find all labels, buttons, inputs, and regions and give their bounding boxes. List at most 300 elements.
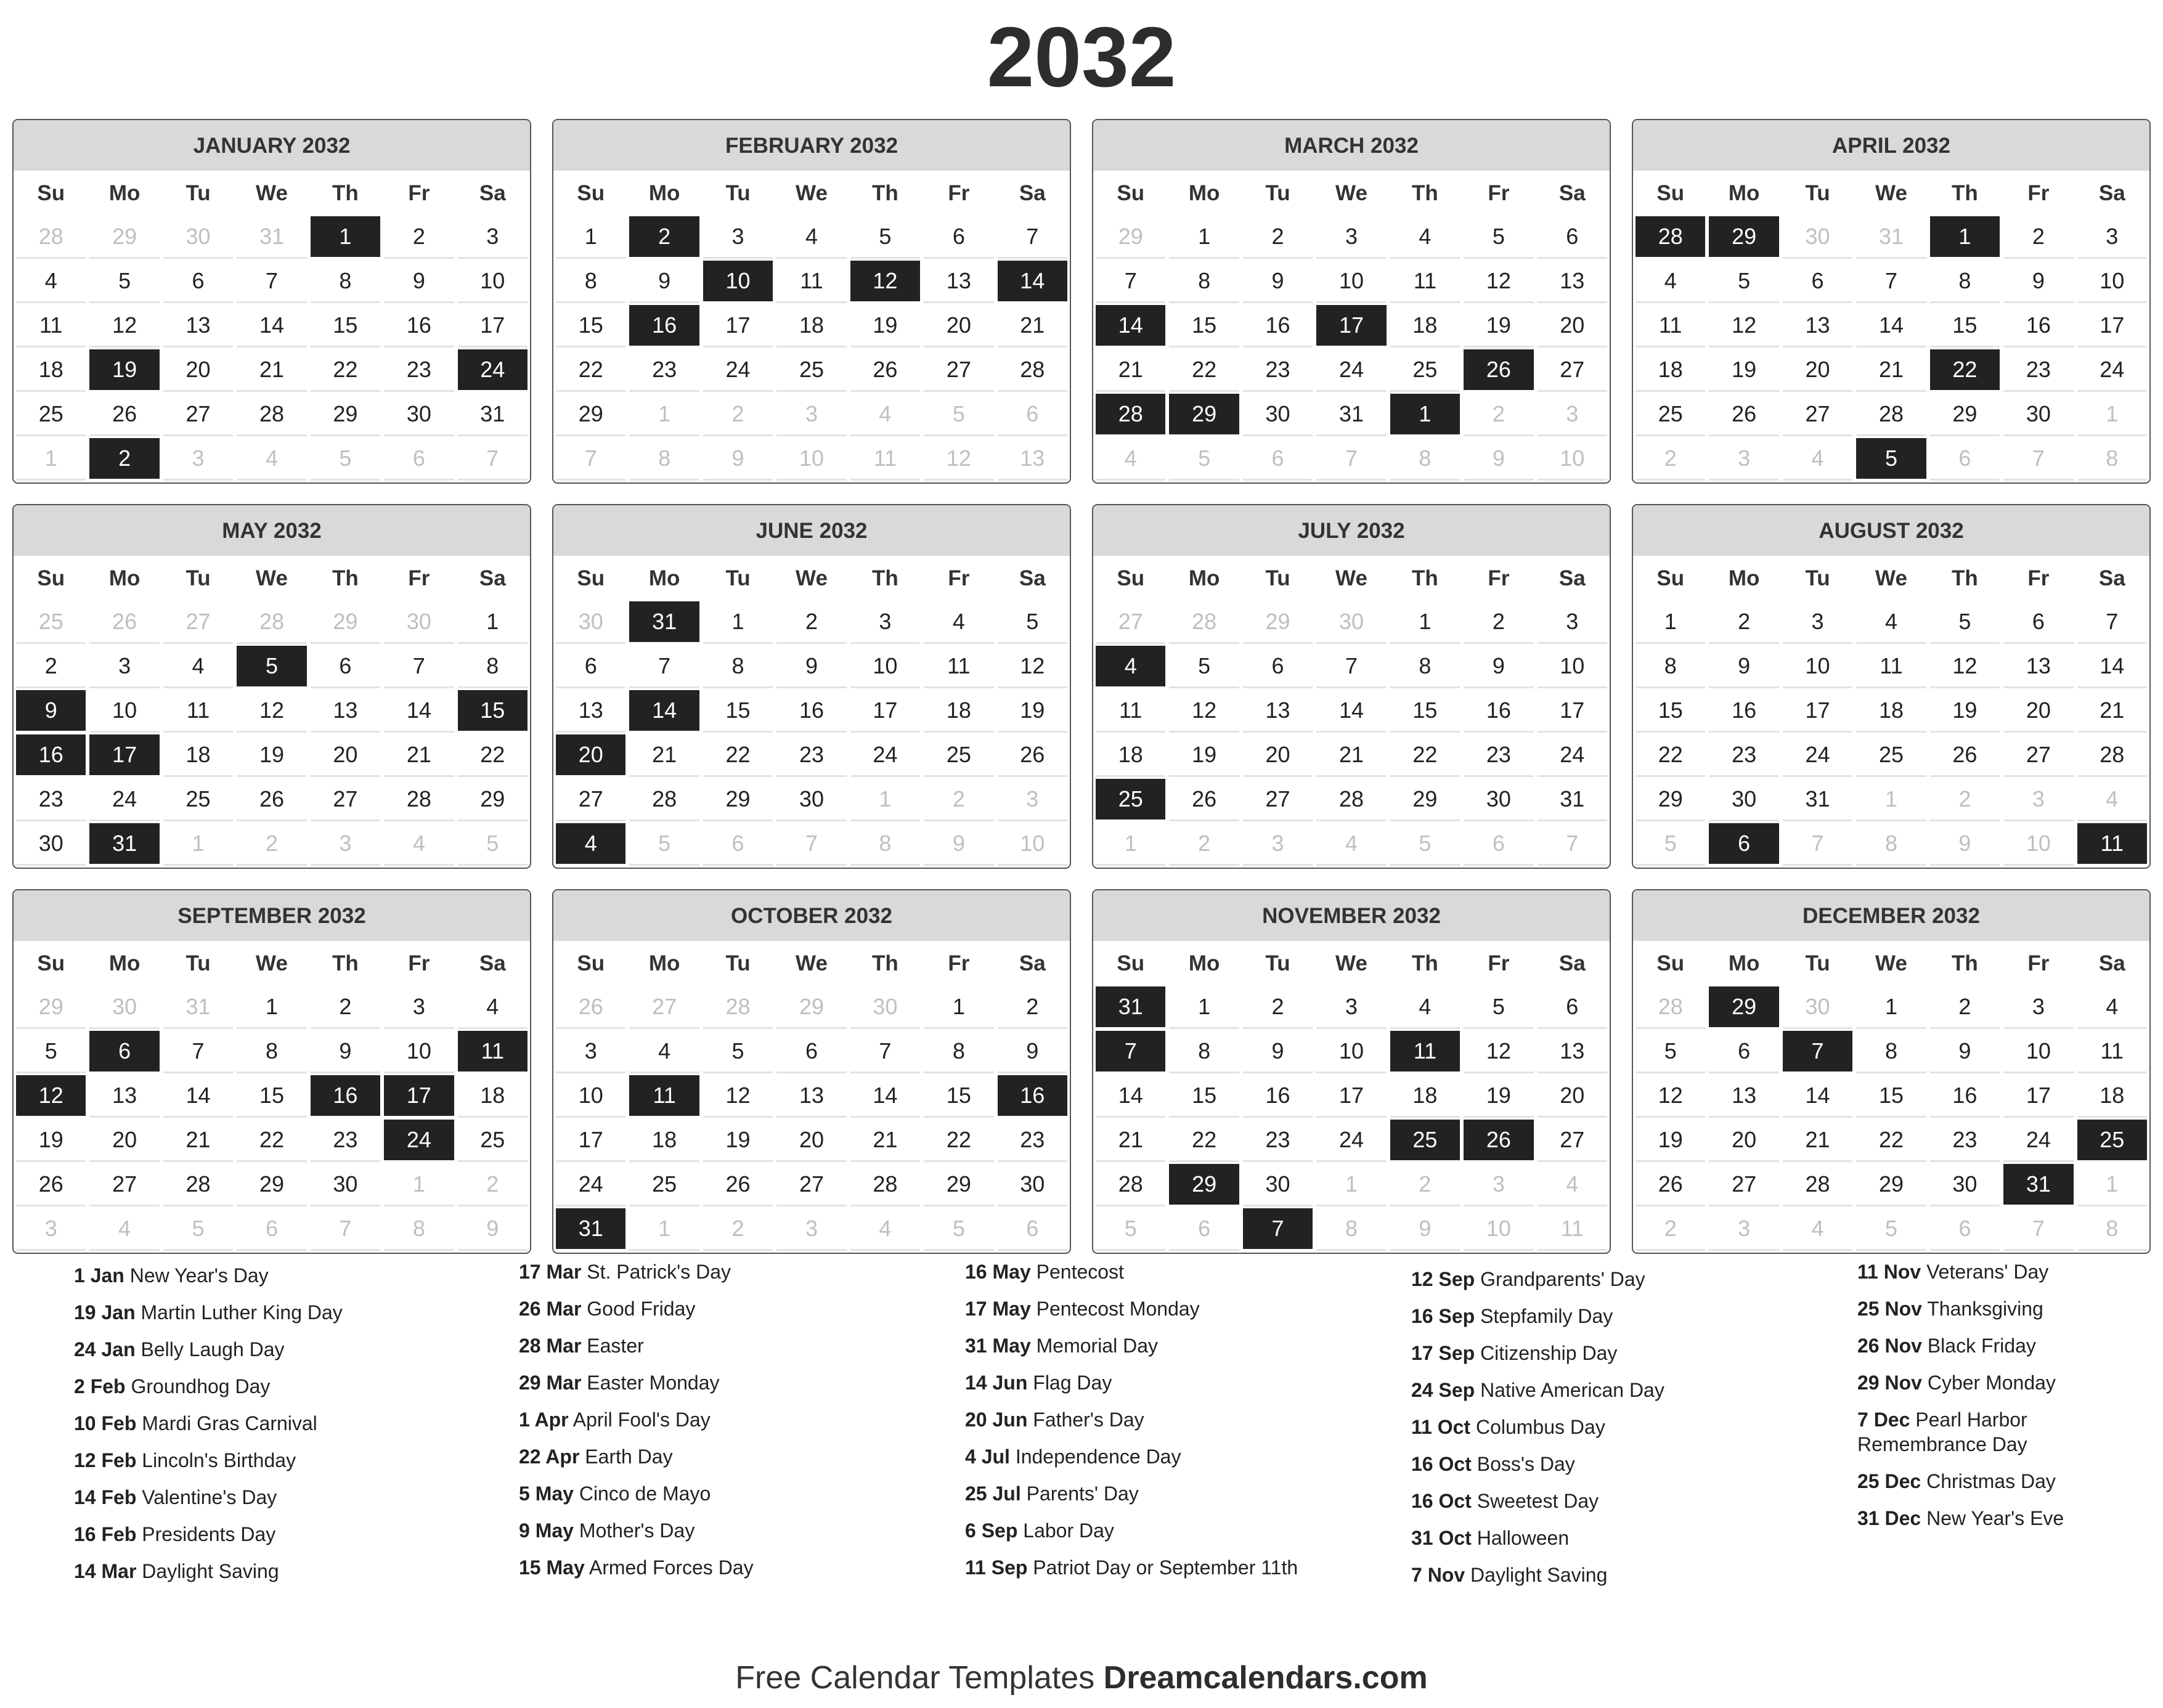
day-cell[interactable]: 12 — [1709, 305, 1778, 346]
adjacent-month-day-cell[interactable]: 2 — [1390, 1164, 1460, 1205]
day-cell[interactable]: 27 — [1709, 1164, 1778, 1205]
day-cell[interactable]: 11 — [1856, 646, 1926, 686]
day-cell[interactable]: 22 — [1635, 734, 1705, 775]
holiday-day-cell[interactable]: 29 — [1169, 1164, 1239, 1205]
day-cell[interactable]: 3 — [703, 216, 773, 257]
holiday-day-cell[interactable]: 25 — [1390, 1120, 1460, 1160]
day-cell[interactable]: 31 — [1783, 779, 1852, 819]
day-cell[interactable]: 16 — [776, 690, 846, 731]
day-cell[interactable]: 6 — [1538, 216, 1607, 257]
holiday-day-cell[interactable]: 4 — [1096, 646, 1165, 686]
day-cell[interactable]: 10 — [89, 690, 159, 731]
day-cell[interactable]: 4 — [163, 646, 233, 686]
day-cell[interactable]: 5 — [998, 601, 1067, 642]
day-cell[interactable]: 13 — [1243, 690, 1313, 731]
day-cell[interactable]: 23 — [1464, 734, 1533, 775]
day-cell[interactable]: 7 — [850, 1031, 920, 1072]
adjacent-month-day-cell[interactable]: 3 — [163, 438, 233, 479]
day-cell[interactable]: 10 — [2077, 261, 2147, 301]
day-cell[interactable]: 23 — [776, 734, 846, 775]
day-cell[interactable]: 21 — [1783, 1120, 1852, 1160]
day-cell[interactable]: 27 — [776, 1164, 846, 1205]
day-cell[interactable]: 12 — [1464, 261, 1533, 301]
day-cell[interactable]: 17 — [1783, 690, 1852, 731]
adjacent-month-day-cell[interactable]: 4 — [1096, 438, 1165, 479]
adjacent-month-day-cell[interactable]: 3 — [776, 394, 846, 434]
adjacent-month-day-cell[interactable]: 30 — [1783, 216, 1852, 257]
holiday-day-cell[interactable]: 16 — [998, 1075, 1067, 1116]
adjacent-month-day-cell[interactable]: 5 — [163, 1208, 233, 1249]
day-cell[interactable]: 30 — [1709, 779, 1778, 819]
adjacent-month-day-cell[interactable]: 10 — [1538, 438, 1607, 479]
day-cell[interactable]: 27 — [556, 779, 625, 819]
holiday-day-cell[interactable]: 25 — [1096, 779, 1165, 819]
day-cell[interactable]: 3 — [1316, 216, 1386, 257]
day-cell[interactable]: 3 — [2077, 216, 2147, 257]
day-cell[interactable]: 19 — [850, 305, 920, 346]
day-cell[interactable]: 24 — [1538, 734, 1607, 775]
adjacent-month-day-cell[interactable]: 27 — [629, 986, 699, 1027]
day-cell[interactable]: 17 — [556, 1120, 625, 1160]
adjacent-month-day-cell[interactable]: 9 — [1464, 438, 1533, 479]
day-cell[interactable]: 6 — [1243, 646, 1313, 686]
day-cell[interactable]: 14 — [237, 305, 306, 346]
holiday-day-cell[interactable]: 7 — [1243, 1208, 1313, 1249]
day-cell[interactable]: 18 — [629, 1120, 699, 1160]
adjacent-month-day-cell[interactable]: 4 — [850, 1208, 920, 1249]
day-cell[interactable]: 13 — [924, 261, 993, 301]
day-cell[interactable]: 18 — [1096, 734, 1165, 775]
adjacent-month-day-cell[interactable]: 7 — [776, 823, 846, 864]
adjacent-month-day-cell[interactable]: 7 — [458, 438, 528, 479]
adjacent-month-day-cell[interactable]: 31 — [163, 986, 233, 1027]
day-cell[interactable]: 3 — [89, 646, 159, 686]
adjacent-month-day-cell[interactable]: 2 — [703, 394, 773, 434]
day-cell[interactable]: 28 — [998, 349, 1067, 390]
day-cell[interactable]: 27 — [163, 394, 233, 434]
day-cell[interactable]: 28 — [2077, 734, 2147, 775]
day-cell[interactable]: 22 — [1856, 1120, 1926, 1160]
holiday-day-cell[interactable]: 4 — [556, 823, 625, 864]
day-cell[interactable]: 26 — [16, 1164, 86, 1205]
day-cell[interactable]: 13 — [1709, 1075, 1778, 1116]
day-cell[interactable]: 17 — [850, 690, 920, 731]
holiday-day-cell[interactable]: 24 — [458, 349, 528, 390]
adjacent-month-day-cell[interactable]: 30 — [1316, 601, 1386, 642]
day-cell[interactable]: 15 — [924, 1075, 993, 1116]
adjacent-month-day-cell[interactable]: 3 — [998, 779, 1067, 819]
day-cell[interactable]: 8 — [703, 646, 773, 686]
day-cell[interactable]: 1 — [556, 216, 625, 257]
day-cell[interactable]: 26 — [237, 779, 306, 819]
day-cell[interactable]: 13 — [556, 690, 625, 731]
day-cell[interactable]: 17 — [458, 305, 528, 346]
day-cell[interactable]: 27 — [1243, 779, 1313, 819]
adjacent-month-day-cell[interactable]: 30 — [850, 986, 920, 1027]
day-cell[interactable]: 29 — [1635, 779, 1705, 819]
holiday-day-cell[interactable]: 26 — [1464, 1120, 1533, 1160]
day-cell[interactable]: 12 — [1930, 646, 2000, 686]
day-cell[interactable]: 26 — [1169, 779, 1239, 819]
day-cell[interactable]: 4 — [458, 986, 528, 1027]
day-cell[interactable]: 14 — [163, 1075, 233, 1116]
adjacent-month-day-cell[interactable]: 6 — [1169, 1208, 1239, 1249]
day-cell[interactable]: 27 — [1538, 1120, 1607, 1160]
day-cell[interactable]: 10 — [1316, 261, 1386, 301]
day-cell[interactable]: 15 — [703, 690, 773, 731]
day-cell[interactable]: 30 — [1930, 1164, 2000, 1205]
adjacent-month-day-cell[interactable]: 2 — [1464, 394, 1533, 434]
adjacent-month-day-cell[interactable]: 1 — [16, 438, 86, 479]
day-cell[interactable]: 13 — [163, 305, 233, 346]
adjacent-month-day-cell[interactable]: 7 — [2003, 1208, 2073, 1249]
day-cell[interactable]: 16 — [1464, 690, 1533, 731]
day-cell[interactable]: 21 — [237, 349, 306, 390]
day-cell[interactable]: 12 — [237, 690, 306, 731]
adjacent-month-day-cell[interactable]: 3 — [1464, 1164, 1533, 1205]
adjacent-month-day-cell[interactable]: 8 — [384, 1208, 454, 1249]
day-cell[interactable]: 5 — [850, 216, 920, 257]
day-cell[interactable]: 4 — [1856, 601, 1926, 642]
adjacent-month-day-cell[interactable]: 4 — [1538, 1164, 1607, 1205]
day-cell[interactable]: 1 — [1169, 216, 1239, 257]
adjacent-month-day-cell[interactable]: 8 — [2077, 438, 2147, 479]
day-cell[interactable]: 25 — [1635, 394, 1705, 434]
day-cell[interactable]: 15 — [1169, 1075, 1239, 1116]
day-cell[interactable]: 11 — [2077, 1031, 2147, 1072]
day-cell[interactable]: 21 — [2077, 690, 2147, 731]
day-cell[interactable]: 16 — [1243, 1075, 1313, 1116]
day-cell[interactable]: 3 — [556, 1031, 625, 1072]
day-cell[interactable]: 31 — [1316, 394, 1386, 434]
day-cell[interactable]: 11 — [1635, 305, 1705, 346]
day-cell[interactable]: 29 — [1930, 394, 2000, 434]
day-cell[interactable]: 20 — [1538, 1075, 1607, 1116]
day-cell[interactable]: 12 — [1635, 1075, 1705, 1116]
day-cell[interactable]: 24 — [1316, 1120, 1386, 1160]
day-cell[interactable]: 18 — [163, 734, 233, 775]
holiday-day-cell[interactable]: 5 — [1856, 438, 1926, 479]
day-cell[interactable]: 26 — [998, 734, 1067, 775]
day-cell[interactable]: 30 — [16, 823, 86, 864]
day-cell[interactable]: 13 — [89, 1075, 159, 1116]
day-cell[interactable]: 29 — [703, 779, 773, 819]
day-cell[interactable]: 2 — [1930, 986, 2000, 1027]
day-cell[interactable]: 6 — [163, 261, 233, 301]
day-cell[interactable]: 10 — [1538, 646, 1607, 686]
adjacent-month-day-cell[interactable]: 2 — [1635, 438, 1705, 479]
day-cell[interactable]: 7 — [1096, 261, 1165, 301]
day-cell[interactable]: 16 — [1709, 690, 1778, 731]
day-cell[interactable]: 6 — [1538, 986, 1607, 1027]
day-cell[interactable]: 24 — [2003, 1120, 2073, 1160]
day-cell[interactable]: 23 — [1709, 734, 1778, 775]
adjacent-month-day-cell[interactable]: 6 — [1930, 1208, 2000, 1249]
day-cell[interactable]: 11 — [16, 305, 86, 346]
day-cell[interactable]: 23 — [384, 349, 454, 390]
holiday-day-cell[interactable]: 16 — [16, 734, 86, 775]
adjacent-month-day-cell[interactable]: 27 — [163, 601, 233, 642]
day-cell[interactable]: 15 — [1635, 690, 1705, 731]
day-cell[interactable]: 24 — [556, 1164, 625, 1205]
adjacent-month-day-cell[interactable]: 5 — [311, 438, 380, 479]
day-cell[interactable]: 15 — [1856, 1075, 1926, 1116]
day-cell[interactable]: 20 — [2003, 690, 2073, 731]
day-cell[interactable]: 22 — [703, 734, 773, 775]
day-cell[interactable]: 18 — [1390, 305, 1460, 346]
day-cell[interactable]: 3 — [1316, 986, 1386, 1027]
day-cell[interactable]: 8 — [924, 1031, 993, 1072]
adjacent-month-day-cell[interactable]: 6 — [998, 394, 1067, 434]
adjacent-month-day-cell[interactable]: 5 — [629, 823, 699, 864]
day-cell[interactable]: 30 — [2003, 394, 2073, 434]
day-cell[interactable]: 23 — [629, 349, 699, 390]
day-cell[interactable]: 5 — [89, 261, 159, 301]
adjacent-month-day-cell[interactable]: 3 — [311, 823, 380, 864]
day-cell[interactable]: 10 — [1316, 1031, 1386, 1072]
adjacent-month-day-cell[interactable]: 3 — [16, 1208, 86, 1249]
adjacent-month-day-cell[interactable]: 1 — [1096, 823, 1165, 864]
day-cell[interactable]: 24 — [2077, 349, 2147, 390]
holiday-day-cell[interactable]: 22 — [1930, 349, 2000, 390]
day-cell[interactable]: 2 — [998, 986, 1067, 1027]
day-cell[interactable]: 7 — [1856, 261, 1926, 301]
holiday-day-cell[interactable]: 6 — [1709, 823, 1778, 864]
adjacent-month-day-cell[interactable]: 2 — [1169, 823, 1239, 864]
adjacent-month-day-cell[interactable]: 27 — [1096, 601, 1165, 642]
day-cell[interactable]: 17 — [1316, 1075, 1386, 1116]
day-cell[interactable]: 28 — [1856, 394, 1926, 434]
holiday-day-cell[interactable]: 1 — [1930, 216, 2000, 257]
day-cell[interactable]: 9 — [311, 1031, 380, 1072]
adjacent-month-day-cell[interactable]: 30 — [384, 601, 454, 642]
day-cell[interactable]: 13 — [311, 690, 380, 731]
day-cell[interactable]: 19 — [1709, 349, 1778, 390]
day-cell[interactable]: 4 — [1635, 261, 1705, 301]
day-cell[interactable]: 28 — [850, 1164, 920, 1205]
adjacent-month-day-cell[interactable]: 7 — [311, 1208, 380, 1249]
holiday-day-cell[interactable]: 17 — [89, 734, 159, 775]
day-cell[interactable]: 20 — [776, 1120, 846, 1160]
adjacent-month-day-cell[interactable]: 4 — [89, 1208, 159, 1249]
adjacent-month-day-cell[interactable]: 4 — [1316, 823, 1386, 864]
holiday-day-cell[interactable]: 12 — [850, 261, 920, 301]
day-cell[interactable]: 22 — [458, 734, 528, 775]
day-cell[interactable]: 11 — [924, 646, 993, 686]
day-cell[interactable]: 5 — [703, 1031, 773, 1072]
day-cell[interactable]: 19 — [16, 1120, 86, 1160]
day-cell[interactable]: 4 — [16, 261, 86, 301]
holiday-day-cell[interactable]: 25 — [2077, 1120, 2147, 1160]
day-cell[interactable]: 27 — [924, 349, 993, 390]
day-cell[interactable]: 9 — [1243, 1031, 1313, 1072]
day-cell[interactable]: 19 — [703, 1120, 773, 1160]
day-cell[interactable]: 6 — [776, 1031, 846, 1072]
day-cell[interactable]: 23 — [16, 779, 86, 819]
day-cell[interactable]: 28 — [1783, 1164, 1852, 1205]
holiday-day-cell[interactable]: 7 — [1783, 1031, 1852, 1072]
adjacent-month-day-cell[interactable]: 3 — [776, 1208, 846, 1249]
day-cell[interactable]: 1 — [703, 601, 773, 642]
adjacent-month-day-cell[interactable]: 2 — [703, 1208, 773, 1249]
adjacent-month-day-cell[interactable]: 31 — [237, 216, 306, 257]
adjacent-month-day-cell[interactable]: 7 — [1783, 823, 1852, 864]
day-cell[interactable]: 22 — [556, 349, 625, 390]
adjacent-month-day-cell[interactable]: 1 — [2077, 394, 2147, 434]
day-cell[interactable]: 21 — [998, 305, 1067, 346]
day-cell[interactable]: 8 — [237, 1031, 306, 1072]
adjacent-month-day-cell[interactable]: 6 — [1243, 438, 1313, 479]
day-cell[interactable]: 16 — [2003, 305, 2073, 346]
day-cell[interactable]: 18 — [16, 349, 86, 390]
adjacent-month-day-cell[interactable]: 10 — [2003, 823, 2073, 864]
day-cell[interactable]: 10 — [384, 1031, 454, 1072]
day-cell[interactable]: 5 — [1464, 986, 1533, 1027]
day-cell[interactable]: 2 — [384, 216, 454, 257]
day-cell[interactable]: 11 — [1096, 690, 1165, 731]
day-cell[interactable]: 15 — [237, 1075, 306, 1116]
adjacent-month-day-cell[interactable]: 30 — [89, 986, 159, 1027]
day-cell[interactable]: 26 — [89, 394, 159, 434]
day-cell[interactable]: 1 — [924, 986, 993, 1027]
day-cell[interactable]: 20 — [1243, 734, 1313, 775]
adjacent-month-day-cell[interactable]: 10 — [776, 438, 846, 479]
holiday-day-cell[interactable]: 11 — [1390, 1031, 1460, 1072]
adjacent-month-day-cell[interactable]: 2 — [237, 823, 306, 864]
adjacent-month-day-cell[interactable]: 2 — [458, 1164, 528, 1205]
adjacent-month-day-cell[interactable]: 3 — [1709, 438, 1778, 479]
adjacent-month-day-cell[interactable]: 28 — [237, 601, 306, 642]
adjacent-month-day-cell[interactable]: 5 — [1856, 1208, 1926, 1249]
day-cell[interactable]: 8 — [556, 261, 625, 301]
day-cell[interactable]: 25 — [776, 349, 846, 390]
day-cell[interactable]: 30 — [311, 1164, 380, 1205]
adjacent-month-day-cell[interactable]: 26 — [556, 986, 625, 1027]
day-cell[interactable]: 15 — [1930, 305, 2000, 346]
day-cell[interactable]: 4 — [2077, 986, 2147, 1027]
day-cell[interactable]: 6 — [2003, 601, 2073, 642]
adjacent-month-day-cell[interactable]: 29 — [776, 986, 846, 1027]
day-cell[interactable]: 21 — [1856, 349, 1926, 390]
day-cell[interactable]: 22 — [1169, 349, 1239, 390]
holiday-day-cell[interactable]: 28 — [1635, 216, 1705, 257]
day-cell[interactable]: 14 — [1316, 690, 1386, 731]
day-cell[interactable]: 10 — [458, 261, 528, 301]
day-cell[interactable]: 10 — [2003, 1031, 2073, 1072]
day-cell[interactable]: 5 — [1464, 216, 1533, 257]
day-cell[interactable]: 28 — [1316, 779, 1386, 819]
day-cell[interactable]: 3 — [384, 986, 454, 1027]
holiday-day-cell[interactable]: 2 — [629, 216, 699, 257]
day-cell[interactable]: 30 — [1243, 1164, 1313, 1205]
day-cell[interactable]: 9 — [1464, 646, 1533, 686]
adjacent-month-day-cell[interactable]: 29 — [311, 601, 380, 642]
adjacent-month-day-cell[interactable]: 4 — [384, 823, 454, 864]
adjacent-month-day-cell[interactable]: 13 — [998, 438, 1067, 479]
day-cell[interactable]: 13 — [1538, 1031, 1607, 1072]
day-cell[interactable]: 21 — [850, 1120, 920, 1160]
day-cell[interactable]: 18 — [2077, 1075, 2147, 1116]
day-cell[interactable]: 5 — [1930, 601, 2000, 642]
day-cell[interactable]: 21 — [163, 1120, 233, 1160]
day-cell[interactable]: 25 — [163, 779, 233, 819]
adjacent-month-day-cell[interactable]: 4 — [1783, 1208, 1852, 1249]
day-cell[interactable]: 9 — [2003, 261, 2073, 301]
adjacent-month-day-cell[interactable]: 8 — [1390, 438, 1460, 479]
day-cell[interactable]: 21 — [384, 734, 454, 775]
adjacent-month-day-cell[interactable]: 10 — [1464, 1208, 1533, 1249]
day-cell[interactable]: 27 — [89, 1164, 159, 1205]
day-cell[interactable]: 11 — [1390, 261, 1460, 301]
day-cell[interactable]: 11 — [163, 690, 233, 731]
day-cell[interactable]: 14 — [2077, 646, 2147, 686]
day-cell[interactable]: 14 — [850, 1075, 920, 1116]
holiday-day-cell[interactable]: 10 — [703, 261, 773, 301]
day-cell[interactable]: 30 — [384, 394, 454, 434]
day-cell[interactable]: 25 — [629, 1164, 699, 1205]
day-cell[interactable]: 23 — [2003, 349, 2073, 390]
day-cell[interactable]: 27 — [1783, 394, 1852, 434]
day-cell[interactable]: 11 — [776, 261, 846, 301]
adjacent-month-day-cell[interactable]: 28 — [1635, 986, 1705, 1027]
adjacent-month-day-cell[interactable]: 1 — [1316, 1164, 1386, 1205]
day-cell[interactable]: 13 — [2003, 646, 2073, 686]
holiday-day-cell[interactable]: 12 — [16, 1075, 86, 1116]
adjacent-month-day-cell[interactable]: 6 — [384, 438, 454, 479]
holiday-day-cell[interactable]: 19 — [89, 349, 159, 390]
adjacent-month-day-cell[interactable]: 9 — [458, 1208, 528, 1249]
adjacent-month-day-cell[interactable]: 5 — [1096, 1208, 1165, 1249]
adjacent-month-day-cell[interactable]: 5 — [458, 823, 528, 864]
day-cell[interactable]: 9 — [1243, 261, 1313, 301]
day-cell[interactable]: 22 — [311, 349, 380, 390]
adjacent-month-day-cell[interactable]: 2 — [924, 779, 993, 819]
adjacent-month-day-cell[interactable]: 5 — [1635, 823, 1705, 864]
day-cell[interactable]: 9 — [1930, 1031, 2000, 1072]
day-cell[interactable]: 4 — [629, 1031, 699, 1072]
adjacent-month-day-cell[interactable]: 3 — [2003, 779, 2073, 819]
holiday-day-cell[interactable]: 1 — [311, 216, 380, 257]
adjacent-month-day-cell[interactable]: 3 — [1243, 823, 1313, 864]
day-cell[interactable]: 30 — [776, 779, 846, 819]
adjacent-month-day-cell[interactable]: 7 — [1316, 438, 1386, 479]
day-cell[interactable]: 26 — [850, 349, 920, 390]
day-cell[interactable]: 23 — [1930, 1120, 2000, 1160]
day-cell[interactable]: 3 — [850, 601, 920, 642]
day-cell[interactable]: 20 — [1538, 305, 1607, 346]
holiday-day-cell[interactable]: 14 — [998, 261, 1067, 301]
day-cell[interactable]: 5 — [1169, 646, 1239, 686]
adjacent-month-day-cell[interactable]: 2 — [1635, 1208, 1705, 1249]
holiday-day-cell[interactable]: 17 — [384, 1075, 454, 1116]
day-cell[interactable]: 2 — [1709, 601, 1778, 642]
day-cell[interactable]: 26 — [1709, 394, 1778, 434]
day-cell[interactable]: 15 — [556, 305, 625, 346]
adjacent-month-day-cell[interactable]: 12 — [924, 438, 993, 479]
day-cell[interactable]: 8 — [311, 261, 380, 301]
holiday-day-cell[interactable]: 11 — [458, 1031, 528, 1072]
day-cell[interactable]: 27 — [311, 779, 380, 819]
day-cell[interactable]: 2 — [16, 646, 86, 686]
day-cell[interactable]: 4 — [924, 601, 993, 642]
day-cell[interactable]: 13 — [1783, 305, 1852, 346]
day-cell[interactable]: 28 — [629, 779, 699, 819]
day-cell[interactable]: 18 — [458, 1075, 528, 1116]
day-cell[interactable]: 12 — [1464, 1031, 1533, 1072]
holiday-day-cell[interactable]: 29 — [1709, 216, 1778, 257]
day-cell[interactable]: 1 — [237, 986, 306, 1027]
day-cell[interactable]: 20 — [1709, 1120, 1778, 1160]
